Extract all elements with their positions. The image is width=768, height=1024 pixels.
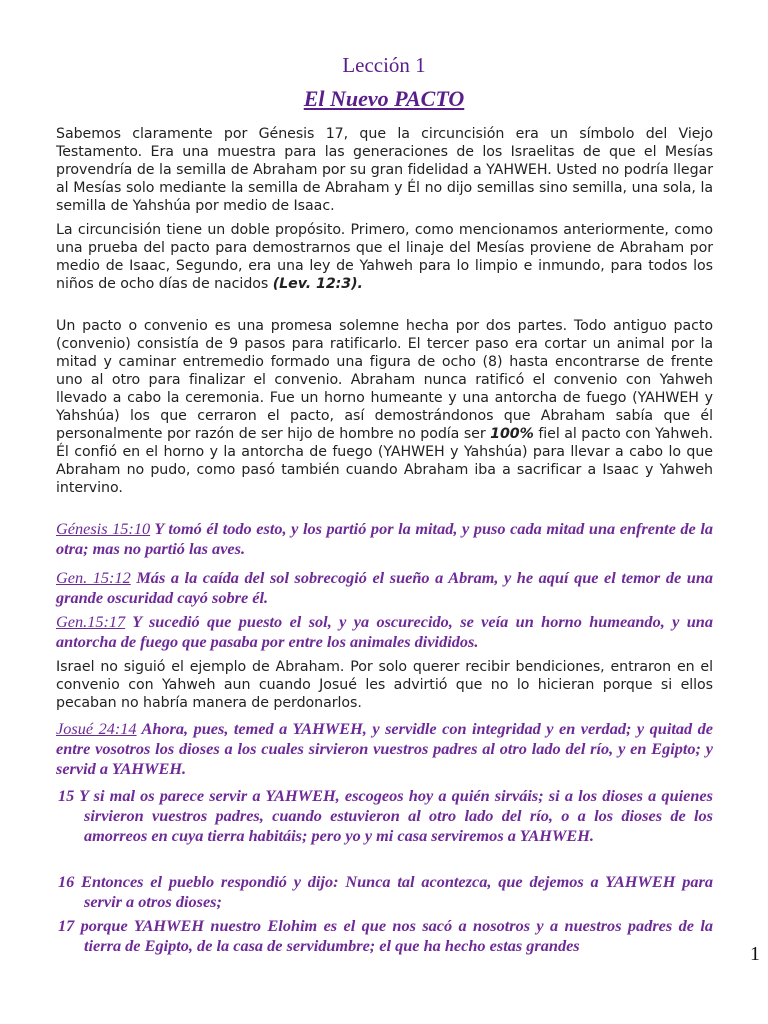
verse-15: 15 Y si mal os parece servir a YAHWEH, escogeos hoy a quién sirváis; si a los dioses a quienes sirvieron vuestros padres, cuando estuvieron al otro lado del río, o a los dioses de los amorreos en cuya tierra habitáis; pero yo y mi casa serviremos a YAHWEH. bbox=[58, 786, 713, 845]
verse-17: 17 porque YAHWEH nuestro Elohim es el que nos sacó a nosotros y a nuestros padres de la tierra de Egipto, de la casa de servidumbre; el que ha hecho estas grandes bbox=[58, 916, 713, 955]
scripture-ref-lev: (Lev. 12:3). bbox=[272, 276, 363, 292]
paragraph-3-text-b: fiel al pacto con Yahweh. Él confió en el horno y la antorcha de fuego (YAHWEH y Yahshúa) para llevar a cabo lo que Abraham no pudo, como pasó también cuando Abraham iba a sacrificar a Isaac y Yahweh intervino. bbox=[56, 426, 713, 496]
verse-text: Y tomó él todo esto, y los partió por la mitad, y puso cada mitad una enfrente de la otra; mas no partió las aves. bbox=[56, 519, 713, 558]
paragraph-3-text-a: Un pacto o convenio es una promesa solemne hecha por dos partes. Todo antiguo pacto (convenio) consistía de 9 pasos para ratificarlo. El tercer paso era cortar un animal por la mitad y caminar entremedio formado una figura de ocho (8) hasta encontrarse de frente uno al otro para finalizar el convenio. Abraham nunca ratificó el convenio con Yahweh llevado a cabo la ceremonia. Fue un horno humeante y una antorcha de fuego (YAHWEH y Yahshúa) los que cerraron el pacto, así demostrándonos que Abraham sabía que él personalmente por razón de ser hijo de hombre no podía ser bbox=[56, 318, 713, 442]
verse-ref: Gen. 15:12 bbox=[56, 568, 131, 587]
paragraph-1: Sabemos claramente por Génesis 17, que la circuncisión era un símbolo del Viejo Testamento. Era una muestra para las generaciones de los Israelitas de que el Mesías provendría de la semilla de Abraham por su gran fidelidad a YAHWEH. Usted no podría llegar al Mesías solo mediante la semilla de Abraham y Él no dijo semillas sino semilla, una sola, la semilla de Yahshúa por medio de Isaac. bbox=[56, 126, 713, 214]
verse-ref: Gen.15:17 bbox=[56, 612, 126, 631]
paragraph-3 bbox=[56, 317, 713, 497]
verse-gen-15-12 bbox=[56, 568, 713, 608]
paragraph-2 bbox=[56, 221, 713, 293]
verse-ref: Génesis 15:10 bbox=[56, 519, 151, 538]
paragraph-4: Israel no siguió el ejemplo de Abraham. Por solo querer recibir bendiciones, entraron en el convenio con Yahweh aun cuando Josué les advirtió que no lo hicieran porque si ellos pecaban no habría manera de perdonarlos. bbox=[56, 659, 713, 711]
verse-text: Ahora, pues, temed a YAHWEH, y servidle con integridad y en verdad; y quitad de entre vosotros los dioses a los cuales sirvieron vuestros padres al otro lado del río, y en Egipto; y servid a YAHWEH. bbox=[56, 719, 714, 778]
paragraph-2-text: La circuncisión tiene un doble propósito. Primero, como mencionamos anteriormente, como una prueba del pacto para demostrarnos que el linaje del Mesías proviene de Abraham por medio de Isaac, Segundo, era una ley de Yahweh para lo limpio e inmundo, para todos los niños de ocho días de nacidos bbox=[56, 222, 713, 292]
verse-text: Y sucedió que puesto el sol, y ya oscurecido, se veía un horno humeando, y una antorcha de fuego que pasaba por entre los animales divididos. bbox=[56, 612, 713, 651]
page-number: 1 bbox=[750, 943, 760, 965]
verse-text: Más a la caída del sol sobrecogió el sueño a Abram, y he aquí que el temor de una grande oscuridad cayó sobre él. bbox=[56, 568, 714, 607]
verse-ref: Josué 24:14 bbox=[56, 719, 137, 738]
verse-genesis-15-10 bbox=[56, 519, 713, 559]
lesson-heading: Lección 1 bbox=[342, 53, 426, 77]
emphasis-percent: 100% bbox=[490, 426, 534, 442]
verse-16: 16 Entonces el pueblo respondió y dijo: Nunca tal acontezca, que dejemos a YAHWEH para servir a otros dioses; bbox=[58, 872, 713, 911]
page-title: El Nuevo PACTO bbox=[303, 86, 465, 111]
verse-josue-24-14 bbox=[56, 719, 713, 779]
verse-gen-15-17 bbox=[56, 612, 713, 652]
